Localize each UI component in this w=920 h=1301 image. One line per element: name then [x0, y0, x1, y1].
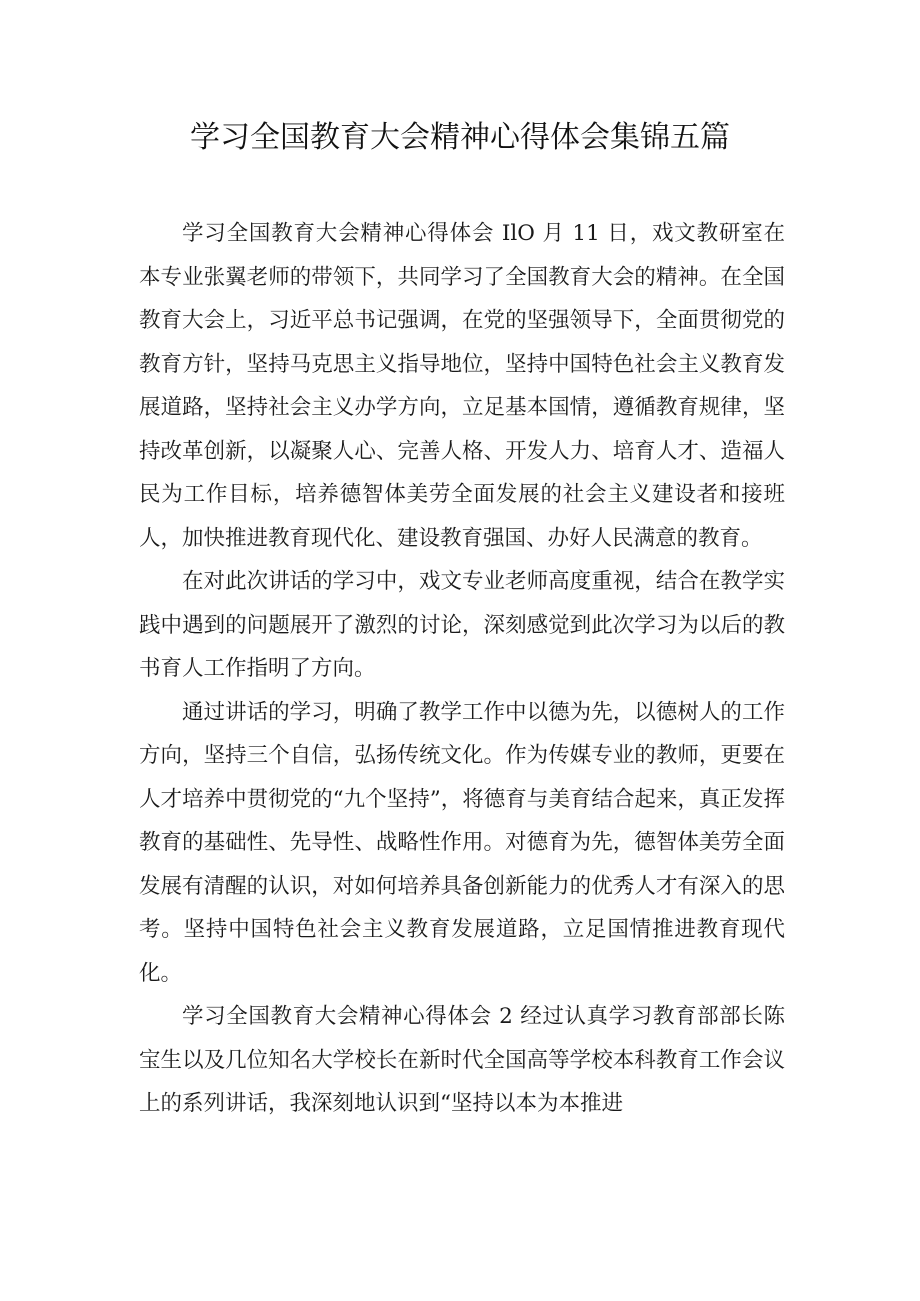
- paragraph-2: 在对此次讲话的学习中，戏文专业老师高度重视，结合在教学实践中遇到的问题展开了激烈的讨论，深刻感觉到此次学习为以后的教书育人工作指明了方向。: [139, 569, 785, 681]
- paragraph-4: 学习全国教育大会精神心得体会 2 经过认真学习教育部部长陈宝生以及几位知名大学校长在新时代全国高等学校本科教育工作会议上的系列讲话，我深刻地认识到“坚持以本为本推进: [139, 1004, 785, 1116]
- document-title: 学习全国教育大会精神心得体会集锦五篇: [190, 120, 730, 155]
- paragraph-1: 学习全国教育大会精神心得体会 IlO 月 11 日，戏文教研室在本专业张翼老师的带领下，共同学习了全国教育大会的精神。在全国教育大会上，习近平总书记强调，在党的坚强领导下，全面贯彻党的教育方针，坚持马克思主义指导地位，坚持中国特色社会主义教育发展道路，坚持社会主义办学方向，立足基本国情，遵循教育规律，坚持改革创新，以凝聚人心、完善人格、开发人力、培育人才、造福人民为工作目标，培养德智体美劳全面发展的社会主义建设者和接班人，加快推进教育现代化、建设教育强国、办好人民满意的教育。: [139, 221, 785, 551]
- paragraph-3: 通过讲话的学习，明确了教学工作中以德为先，以德树人的工作方向，坚持三个自信，弘扬传统文化。作为传媒专业的教师，更要在人才培养中贯彻党的“九个坚持”，将德育与美育结合起来，真正发挥教育的基础性、先导性、战略性作用。对德育为先，德智体美劳全面发展有清醒的认识，对如何培养具备创新能力的优秀人才有深入的思考。坚持中国特色社会主义教育发展道路，立足国情推进教育现代化。: [139, 699, 785, 986]
- document-body: [139, 212, 785, 1126]
